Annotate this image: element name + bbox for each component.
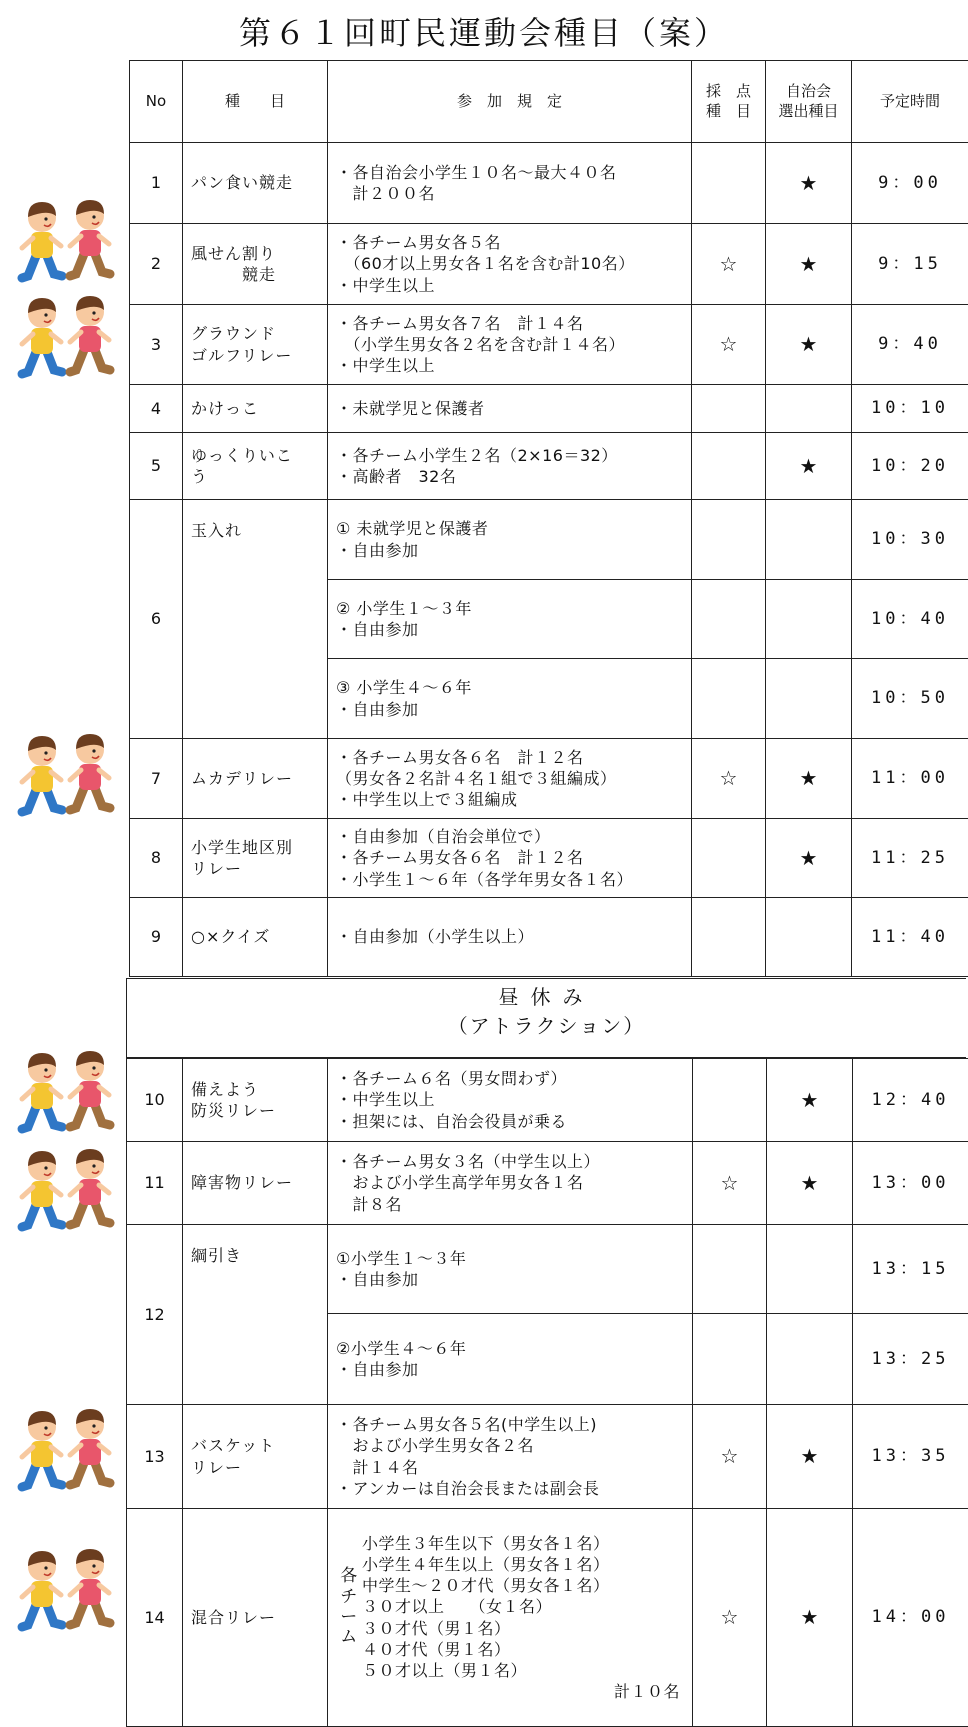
event-number: 11 [127,1142,183,1225]
table-row [130,224,968,305]
scheduled-time: 13：15 [853,1225,968,1314]
rule-line: および小学生男女各２名 [336,1435,684,1456]
event-table-morning [129,60,968,977]
participation-rules [328,739,692,819]
rule-line: ・中学生以上 [336,355,683,376]
score-mark: ☆ [693,1405,767,1509]
total-count: 計１０名 [336,1681,684,1702]
score-mark: ☆ [692,739,766,819]
score-mark [692,143,766,224]
event-name: かけっこ [183,385,328,433]
scheduled-time: 9：40 [852,305,968,385]
rule-line: ・各自治会小学生１０名～最大４０名 [336,162,683,183]
rule-line: ・自由参加（自治会単位で） [336,826,683,847]
running-kids-illustration [2,196,122,292]
table-row [130,433,968,500]
table-header-row [130,61,968,143]
event-number: 8 [130,819,183,898]
participation-rules [328,1405,693,1509]
scheduled-time: 13：25 [853,1314,968,1405]
running-kids-illustration [2,730,122,826]
rule-line: ・自由参加 [336,540,683,561]
event-number: 10 [127,1059,183,1142]
scheduled-time: 9：00 [852,143,968,224]
rule-line: ・各チーム男女各６名 計１２名 [336,847,683,868]
table-row [130,739,968,819]
assoc-mark [766,659,852,739]
event-name: グラウンド ゴルフリレー [183,305,328,385]
rule-line: ・中学生以上 [336,275,683,296]
rule-line: ・中学生以上で３組編成 [336,789,683,810]
scheduled-time: 10：50 [852,659,968,739]
rule-line: ４０才代（男１名） [362,1639,684,1660]
rule-line: ・各チーム６名（男女問わず） [336,1068,684,1089]
event-table-afternoon [126,1058,968,1727]
rule-line: （男女各２名計４名１組で３組編成） [336,768,683,789]
participation-rules [328,385,692,433]
event-name: 玉入れ [183,500,328,739]
rule-line: ３０才代（男１名） [362,1618,684,1639]
rule-line: ５０才以上（男１名） [362,1660,684,1681]
event-number: 1 [130,143,183,224]
assoc-mark: ★ [766,305,852,385]
rule-line: 計８名 [336,1194,684,1215]
event-number: 2 [130,224,183,305]
table-row [127,1059,968,1142]
event-number: 7 [130,739,183,819]
assoc-mark [766,385,852,433]
rule-line: ・小学生１～６年（各学年男女各１名） [336,869,683,890]
score-mark [692,659,766,739]
rule-line: 小学生３年生以下（男女各１名） [362,1533,684,1554]
rule-list [362,1533,684,1681]
rule-line: 中学生～２０才代（男女各１名） [362,1575,684,1596]
rule-line: ・高齢者 32名 [336,466,683,487]
event-name: 混合リレー [183,1509,328,1727]
rule-line: ②小学生４～６年 [336,1338,684,1359]
table-row [130,898,968,977]
scheduled-time: 14：00 [853,1509,968,1727]
participation-rules [328,305,692,385]
event-name: 小学生地区別 リレー [183,819,328,898]
event-number: 4 [130,385,183,433]
rule-line: ３０才以上 （女１名） [362,1596,684,1617]
rule-line: 計１４名 [336,1457,684,1478]
rule-line: ③ 小学生４～６年 [336,677,683,698]
score-mark: ☆ [693,1509,767,1727]
rule-line: ・各チーム男女各５名 [336,232,683,253]
participation-rules [328,1059,693,1142]
event-name: ムカデリレー [183,739,328,819]
event-number: 13 [127,1405,183,1509]
rule-line: 小学生４年生以上（男女各１名） [362,1554,684,1575]
participation-rules [328,898,692,977]
header-rules: 参 加 規 定 [328,61,692,143]
participation-rules [328,500,692,580]
rule-line: ・各チーム小学生２名（2×16＝32） [336,445,683,466]
rule-line: ・自由参加 [336,1359,684,1380]
event-name: パン食い競走 [183,143,328,224]
event-number: 9 [130,898,183,977]
participation-rules [328,433,692,500]
table-row [127,1509,968,1727]
rule-line: ・各チーム男女各５名(中学生以上) [336,1414,684,1435]
scheduled-time: 11：00 [852,739,968,819]
rule-line: ・自由参加 [336,619,683,640]
scheduled-time: 13：00 [853,1142,968,1225]
lunch-title: 昼休み [127,983,966,1012]
table-row [130,500,968,580]
table-row [130,819,968,898]
rule-line: ・自由参加 [336,1269,684,1290]
rule-line: ①小学生１～３年 [336,1248,684,1269]
assoc-mark: ★ [766,819,852,898]
score-mark [692,580,766,659]
rule-line: ・各チーム男女各７名 計１４名 [336,313,683,334]
scheduled-time: 11：25 [852,819,968,898]
rule-line: ・自由参加 [336,699,683,720]
score-mark: ☆ [692,224,766,305]
event-number: 5 [130,433,183,500]
rule-line: ・各チーム男女各６名 計１２名 [336,747,683,768]
scheduled-time: 10：40 [852,580,968,659]
participation-rules [328,1225,693,1314]
event-number: 3 [130,305,183,385]
event-name: ゆっくりいこ う [183,433,328,500]
assoc-mark [767,1314,853,1405]
score-mark [692,433,766,500]
header-assoc: 自治会 選出種目 [766,61,852,143]
mixed-relay-rules [336,1533,684,1681]
assoc-mark: ★ [766,224,852,305]
score-mark [692,500,766,580]
header-time: 予定時間 [852,61,968,143]
rule-line: （小学生男女各２名を含む計１４名） [336,334,683,355]
rule-line: ・各チーム男女３名（中学生以上） [336,1151,684,1172]
participation-rules [328,659,692,739]
score-mark [692,898,766,977]
header-score: 採 点 種 目 [692,61,766,143]
participation-rules [328,224,692,305]
running-kids-illustration [2,1405,122,1501]
participation-rules [328,1509,693,1727]
assoc-mark: ★ [767,1509,853,1727]
participation-rules [328,1142,693,1225]
lunch-subtitle: （アトラクション） [127,1012,966,1041]
score-mark [693,1059,767,1142]
event-name: 綱引き [183,1225,328,1405]
score-mark [693,1314,767,1405]
score-mark [693,1225,767,1314]
header-no: No [130,61,183,143]
rule-line: ・担架には、自治会役員が乗る [336,1111,684,1132]
rule-line: ・未就学児と保護者 [336,398,683,419]
assoc-mark [767,1225,853,1314]
assoc-mark [766,580,852,659]
assoc-mark [766,500,852,580]
assoc-mark: ★ [767,1059,853,1142]
assoc-mark [766,898,852,977]
score-mark [692,385,766,433]
rule-line: ① 未就学児と保護者 [336,518,683,539]
scheduled-time: 11：40 [852,898,968,977]
scheduled-time: 9：15 [852,224,968,305]
score-mark: ☆ [692,305,766,385]
table-row [130,143,968,224]
assoc-mark: ★ [766,739,852,819]
assoc-mark: ★ [766,143,852,224]
participation-rules [328,819,692,898]
score-mark: ☆ [693,1142,767,1225]
event-name: ○×クイズ [183,898,328,977]
event-name: バスケット リレー [183,1405,328,1509]
per-team-label: 各 チ ー ム [336,1566,362,1648]
scheduled-time: 10：10 [852,385,968,433]
lunch-break-banner [126,978,966,1058]
table-row [130,305,968,385]
rule-line: および小学生高学年男女各１名 [336,1172,684,1193]
score-mark [692,819,766,898]
event-number: 14 [127,1509,183,1727]
rule-line: ・自由参加（小学生以上） [336,926,683,947]
rule-line: （60才以上男女各１名を含む計10名） [336,253,683,274]
scheduled-time: 13：35 [853,1405,968,1509]
running-kids-illustration [2,292,122,388]
scheduled-time: 10：20 [852,433,968,500]
assoc-mark: ★ [767,1405,853,1509]
scheduled-time: 12：40 [853,1059,968,1142]
scheduled-time: 10：30 [852,500,968,580]
event-number: 12 [127,1225,183,1405]
participation-rules [328,1314,693,1405]
participation-rules [328,143,692,224]
table-row [127,1405,968,1509]
rule-line: ・アンカーは自治会長または副会長 [336,1478,684,1499]
table-row [127,1225,968,1314]
rule-line: 計２００名 [336,183,683,204]
table-row [130,385,968,433]
table-row [127,1142,968,1225]
page-title: 第６１回町民運動会種目（案） [0,8,968,54]
running-kids-illustration [2,1145,122,1241]
event-name: 風せん割り 競走 [183,224,328,305]
assoc-mark: ★ [766,433,852,500]
running-kids-illustration [2,1047,122,1143]
event-name: 備えよう 防災リレー [183,1059,328,1142]
running-kids-illustration [2,1545,122,1641]
header-event: 種 目 [183,61,328,143]
participation-rules [328,580,692,659]
rule-line: ・中学生以上 [336,1089,684,1110]
assoc-mark: ★ [767,1142,853,1225]
event-name: 障害物リレー [183,1142,328,1225]
event-number: 6 [130,500,183,739]
rule-line: ② 小学生１～３年 [336,598,683,619]
